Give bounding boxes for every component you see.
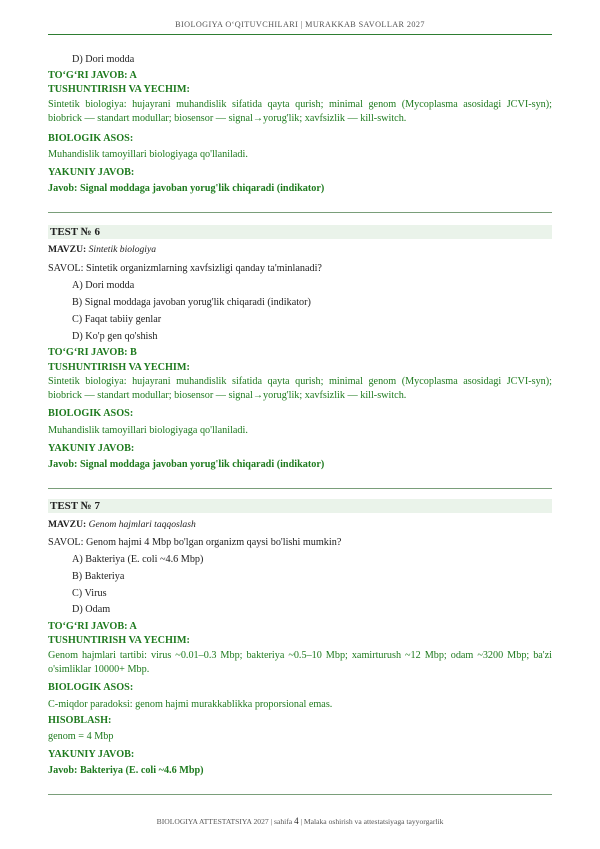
question-text: SAVOL: Genom hajmi 4 Mbp bo'lgan organizm qaysi bo'lishi mumkin? <box>48 537 342 548</box>
section-divider <box>48 212 552 213</box>
explanation-text: Genom hajmlari tartibi: virus ~0.01–0.3 Mbp; bakteriya ~0.5–10 Mbp; xamirturush ~12 Mbp; odam ~3200 Mbp; ba'zi o'simliklar 10000+ Mbp. <box>48 650 552 675</box>
header-rule <box>48 34 552 35</box>
final-answer: Javob: Signal moddaga javoban yorug'lik chiqaradi (indikator) <box>48 183 325 194</box>
section-divider <box>48 488 552 489</box>
footer-separator: | <box>300 817 302 826</box>
basis-heading: BIOLOGIK ASOS: <box>48 682 134 693</box>
explanation-heading: TUSHUNTIRISH VA YECHIM: <box>48 362 190 373</box>
final-heading: YAKUNIY JAVOB: <box>48 749 135 760</box>
topic-value: Genom hajmlari taqqoslash <box>88 519 196 530</box>
calc-text: genom = 4 Mbp <box>48 731 114 742</box>
topic-line <box>48 518 196 531</box>
option-a: A) Bakteriya (E. coli ~4.6 Mbp) <box>72 554 204 565</box>
option-d: D) Ko'p gen qo'shish <box>72 331 158 342</box>
option-a: A) Dori modda <box>72 280 135 291</box>
question-text: SAVOL: Sintetik organizmlarning xavfsizligi qanday ta'minlanadi? <box>48 263 322 274</box>
basis-text: Muhandislik tamoyillari biologiyaga qo'llaniladi. <box>48 149 248 160</box>
topic-label: MAVZU: <box>48 519 87 530</box>
calc-heading: HISOBLASH: <box>48 715 112 726</box>
explanation-heading: TUSHUNTIRISH VA YECHIM: <box>48 84 190 95</box>
final-heading: YAKUNIY JAVOB: <box>48 443 135 454</box>
option-d: D) Dori modda <box>72 54 135 65</box>
topic-value: Sintetik biologiya <box>88 244 157 255</box>
topic-line <box>48 243 156 256</box>
final-answer: Javob: Bakteriya (E. coli ~4.6 Mbp) <box>48 765 204 776</box>
explanation-text: Sintetik biologiya: hujayrani muhandislik sifatida qayta qurish; minimal genom (Mycoplasma asosidagi JCVI-syn); biobrick — standart modullar; biosensor — signal→yorug'lik; xavfsizlik — kill-switch. <box>48 99 552 124</box>
running-header: BIOLOGIYA O‘QITUVCHILARI | MURAKKAB SAVOLLAR 2027 <box>175 20 425 29</box>
page-footer <box>48 816 552 826</box>
basis-heading: BIOLOGIK ASOS: <box>48 408 134 419</box>
correct-answer: TO‘G‘RI JAVOB: B <box>48 347 137 358</box>
option-c: C) Faqat tabiiy genlar <box>72 314 162 325</box>
option-c: C) Virus <box>72 588 107 599</box>
basis-text: C-miqdor paradoksi: genom hajmi murakkablikka proporsional emas. <box>48 699 333 710</box>
topic-label: MAVZU: <box>48 244 87 255</box>
correct-answer: TO‘G‘RI JAVOB: A <box>48 621 137 632</box>
correct-answer: TO‘G‘RI JAVOB: A <box>48 70 137 81</box>
page-number: 4 <box>294 816 299 826</box>
option-b: B) Signal moddaga javoban yorug'lik chiqaradi (indikator) <box>72 297 311 308</box>
footer-separator: | <box>270 817 273 826</box>
test-title: TEST № 6 <box>48 225 552 239</box>
option-d: D) Odam <box>72 604 111 615</box>
page-label: sahifa <box>274 817 293 826</box>
basis-heading: BIOLOGIK ASOS: <box>48 133 134 144</box>
final-heading: YAKUNIY JAVOB: <box>48 167 135 178</box>
final-answer: Javob: Signal moddaga javoban yorug'lik chiqaradi (indikator) <box>48 459 325 470</box>
section-divider <box>48 794 552 795</box>
option-b: B) Bakteriya <box>72 571 125 582</box>
test-title: TEST № 7 <box>48 499 552 513</box>
explanation-heading: TUSHUNTIRISH VA YECHIM: <box>48 635 190 646</box>
footer-right: Malaka oshirish va attestatsiyaga tayyorgarlik <box>303 817 444 826</box>
footer-left: BIOLOGIYA ATTESTATSIYA 2027 <box>156 817 269 826</box>
basis-text: Muhandislik tamoyillari biologiyaga qo'llaniladi. <box>48 425 248 436</box>
explanation-text: Sintetik biologiya: hujayrani muhandislik sifatida qayta qurish; minimal genom (Mycoplasma asosidagi JCVI-syn); biobrick — standart modullar; biosensor — signal→yorug'lik; xavfsizlik — kill-switch. <box>48 376 552 401</box>
